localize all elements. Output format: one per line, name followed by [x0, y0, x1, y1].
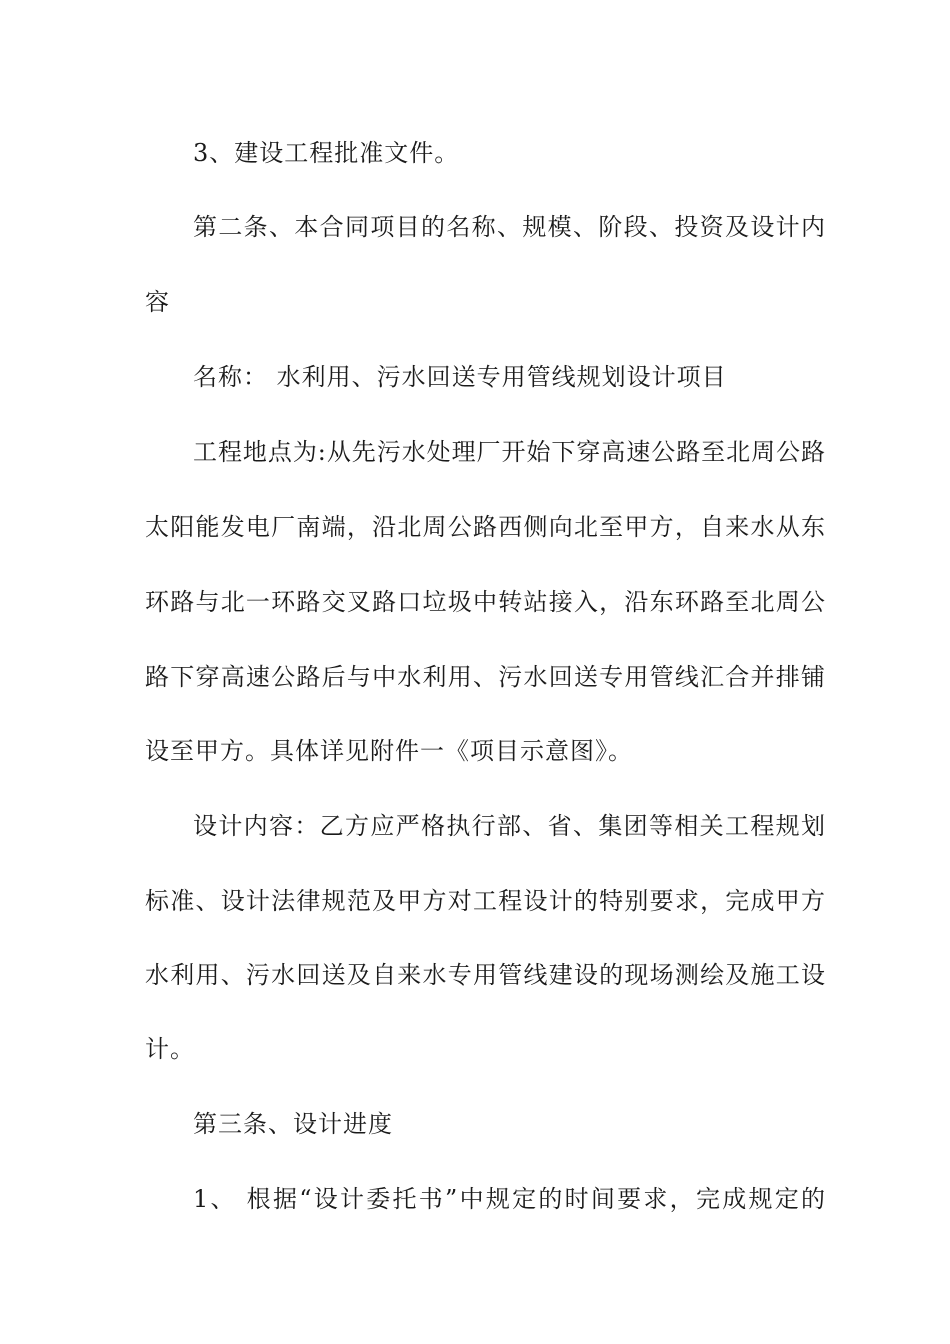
design-content-line-1: 设计内容：乙方应严格执行部、省、集团等相关工程规划: [193, 812, 825, 840]
location-line-4: 路下穿高速公路后与中水利用、污水回送专用管线汇合并排铺: [145, 663, 825, 691]
article-3-heading: 第三条、设计进度: [193, 1110, 393, 1138]
item-3-approval-docs: 3、建设工程批准文件。: [193, 139, 460, 167]
location-line-1: 工程地点为:从先污水处理厂开始下穿高速公路至北周公路: [193, 438, 825, 466]
design-content-line-3: 水利用、污水回送及自来水专用管线建设的现场测绘及施工设: [145, 961, 825, 989]
article-2-heading-cont: 容: [145, 288, 170, 316]
article-2-heading: 第二条、本合同项目的名称、规模、阶段、投资及设计内: [193, 213, 825, 241]
location-line-3: 环路与北一环路交叉路口垃圾中转站接入，沿东环路至北周公: [145, 588, 825, 616]
schedule-item-1: 1、 根据“设计委托书”中规定的时间要求，完成规定的: [193, 1185, 825, 1213]
design-content-line-2: 标准、设计法律规范及甲方对工程设计的特别要求，完成甲方: [145, 887, 825, 915]
design-content-line-4: 计。: [145, 1035, 195, 1063]
location-line-5: 设至甲方。具体详见附件一《项目示意图》。: [145, 737, 633, 765]
location-line-2: 太阳能发电厂南端，沿北周公路西侧向北至甲方，自来水从东: [145, 513, 825, 541]
project-name: 名称： 水利用、污水回送专用管线规划设计项目: [193, 363, 727, 391]
